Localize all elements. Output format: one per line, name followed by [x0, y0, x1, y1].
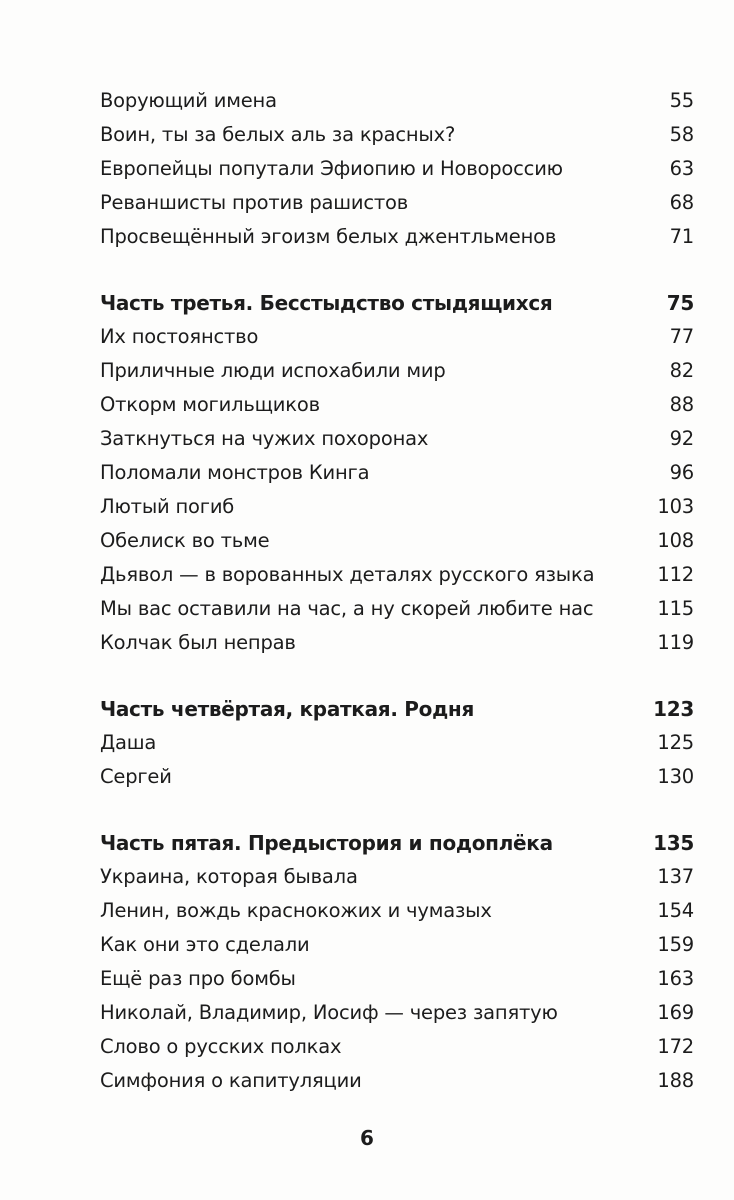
toc-entry [100, 626, 694, 660]
toc-entry [100, 354, 694, 388]
toc-entry-title: Откорм могильщиков [100, 393, 320, 416]
table-of-contents [100, 84, 694, 1098]
toc-entry-page: 172 [657, 1035, 694, 1058]
toc-entry-page: 163 [657, 967, 694, 990]
toc-entry [100, 860, 694, 894]
toc-entry-title: Дьявол — в ворованных деталях русского языка [100, 563, 595, 586]
part-heading-page: 75 [666, 291, 694, 315]
toc-entry [100, 118, 694, 152]
toc-entry-page: 115 [657, 597, 694, 620]
toc-entry-title: Николай, Владимир, Иосиф — через запятую [100, 1001, 558, 1024]
toc-entry-title: Колчак был неправ [100, 631, 296, 654]
toc-entry [100, 894, 694, 928]
toc-entry [100, 320, 694, 354]
toc-entry [100, 1030, 694, 1064]
toc-entry-title: Поломали монстров Кинга [100, 461, 370, 484]
toc-entry [100, 524, 694, 558]
toc-entry [100, 962, 694, 996]
toc-entry-title: Заткнуться на чужих похоронах [100, 427, 429, 450]
toc-entry-title: Лютый погиб [100, 495, 235, 518]
toc-entry-title: Европейцы попутали Эфиопию и Новороссию [100, 157, 563, 180]
toc-entry [100, 220, 694, 254]
part-heading [100, 692, 694, 726]
toc-entry-page: 63 [669, 157, 694, 180]
toc-entry [100, 996, 694, 1030]
toc-entry-page: 82 [669, 359, 694, 382]
toc-entry [100, 456, 694, 490]
toc-entry [100, 490, 694, 524]
toc-entry [100, 760, 694, 794]
toc-entry-page: 112 [657, 563, 694, 586]
toc-entry-page: 119 [657, 631, 694, 654]
toc-entry-page: 68 [669, 191, 694, 214]
toc-entry [100, 388, 694, 422]
toc-entry [100, 592, 694, 626]
toc-entry-page: 137 [657, 865, 694, 888]
toc-entry [100, 152, 694, 186]
part-heading [100, 826, 694, 860]
toc-entry-title: Даша [100, 731, 157, 754]
toc-entry-page: 71 [669, 225, 694, 248]
toc-entry-page: 159 [657, 933, 694, 956]
toc-entry-page: 88 [669, 393, 694, 416]
toc-entry-page: 77 [669, 325, 694, 348]
part-heading-page: 135 [653, 831, 694, 855]
toc-entry-page: 108 [657, 529, 694, 552]
toc-entry-title: Мы вас оставили на час, а ну скорей любите нас [100, 597, 594, 620]
page-number: 6 [360, 1126, 374, 1150]
toc-entry [100, 726, 694, 760]
toc-entry-title: Украина, которая бывала [100, 865, 358, 888]
section-gap [100, 660, 694, 692]
toc-entry [100, 1064, 694, 1098]
toc-entry-page: 125 [657, 731, 694, 754]
part-heading-title: Часть четвёртая, краткая. Родня [100, 697, 474, 721]
toc-entry-page: 58 [669, 123, 694, 146]
toc-entry-page: 103 [657, 495, 694, 518]
section-gap [100, 794, 694, 826]
toc-entry-page: 188 [657, 1069, 694, 1092]
toc-entry-page: 92 [669, 427, 694, 450]
toc-entry-title: Их постоянство [100, 325, 259, 348]
toc-entry-title: Приличные люди испохабили мир [100, 359, 446, 382]
toc-entry-title: Воин, ты за белых аль за красных? [100, 123, 456, 146]
part-heading-title: Часть пятая. Предыстория и подоплёка [100, 831, 553, 855]
toc-entry-page: 169 [657, 1001, 694, 1024]
part-heading-page: 123 [653, 697, 694, 721]
toc-entry [100, 928, 694, 962]
toc-entry-title: Слово о русских полках [100, 1035, 342, 1058]
toc-entry-title: Сергей [100, 765, 172, 788]
toc-entry-title: Ленин, вождь краснокожих и чумазых [100, 899, 492, 922]
toc-entry-title: Симфония о капитуляции [100, 1069, 362, 1092]
section-gap [100, 254, 694, 286]
toc-entry-page: 55 [669, 89, 694, 112]
toc-entry [100, 558, 694, 592]
toc-entry-title: Ворующий имена [100, 89, 277, 112]
part-heading [100, 286, 694, 320]
toc-entry [100, 422, 694, 456]
part-heading-title: Часть третья. Бесстыдство стыдящихся [100, 291, 553, 315]
toc-entry-title: Обелиск во тьме [100, 529, 270, 552]
toc-entry-title: Как они это сделали [100, 933, 310, 956]
toc-entry-title: Просвещённый эгоизм белых джентльменов [100, 225, 557, 248]
toc-entry [100, 84, 694, 118]
toc-entry-title: Реваншисты против рашистов [100, 191, 409, 214]
toc-entry [100, 186, 694, 220]
toc-entry-page: 130 [657, 765, 694, 788]
toc-entry-title: Ещё раз про бомбы [100, 967, 296, 990]
toc-entry-page: 96 [669, 461, 694, 484]
toc-entry-page: 154 [657, 899, 694, 922]
